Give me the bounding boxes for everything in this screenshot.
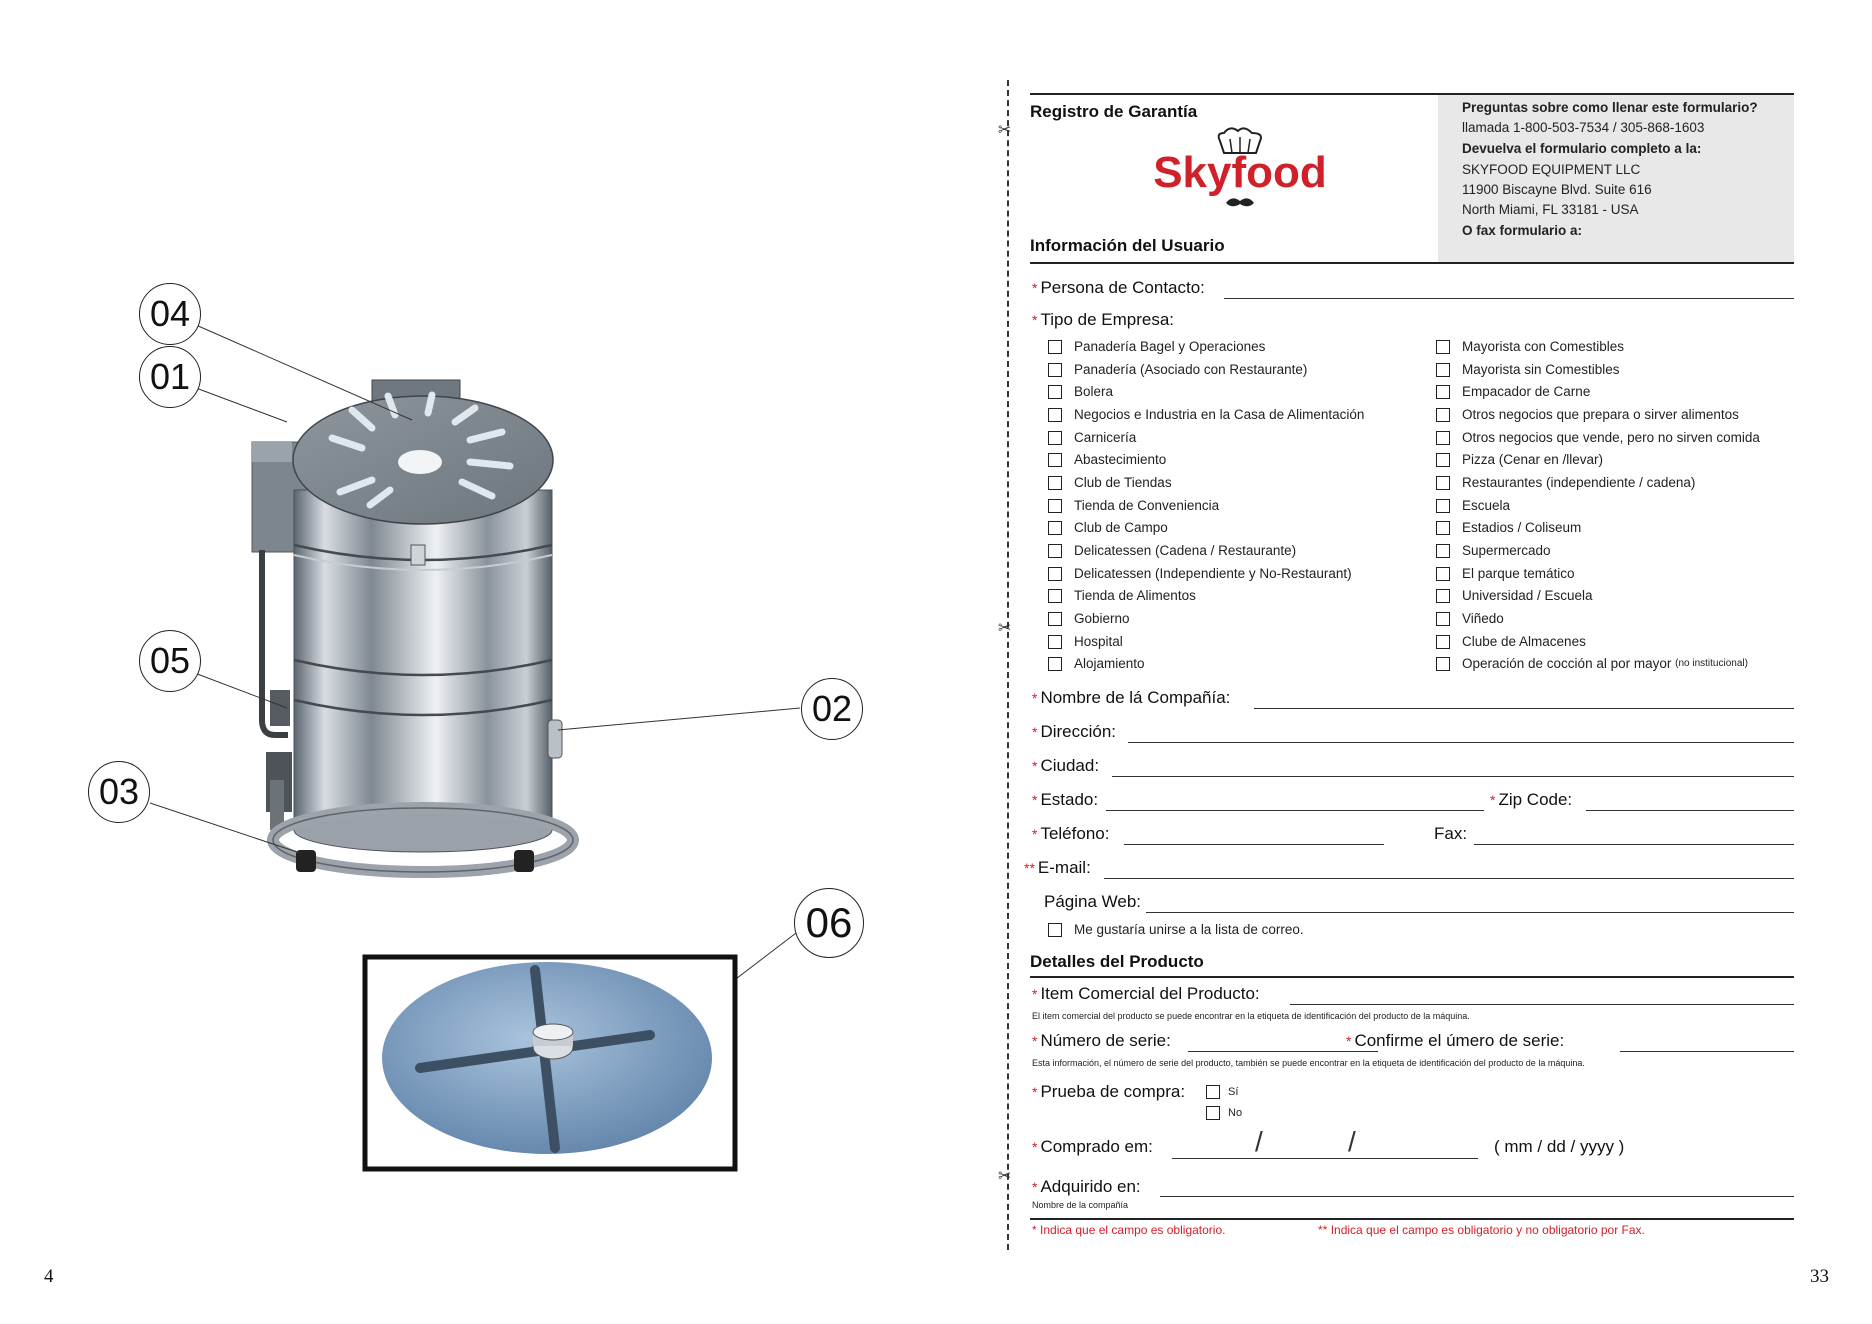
- confirm-serial-label: * Confirme el úmero de serie:: [1346, 1031, 1565, 1050]
- scissors-icon: ✂: [998, 122, 1012, 139]
- proof-yes-option[interactable]: Sí: [1206, 1085, 1238, 1099]
- checkbox[interactable]: [1048, 476, 1062, 490]
- checkbox[interactable]: [1436, 635, 1450, 649]
- checkbox[interactable]: [1436, 521, 1450, 535]
- form-title: Registro de Garantía: [1030, 102, 1198, 121]
- checkbox[interactable]: [1048, 499, 1062, 513]
- business-type-option[interactable]: Panadería Bagel y Operaciones: [1048, 339, 1265, 354]
- checkbox[interactable]: [1436, 499, 1450, 513]
- date-separator: /: [1348, 1126, 1356, 1157]
- product-diagram: [0, 0, 920, 1324]
- required-fax-note: ** Indica que el campo es obligatorio y no obligatorio por Fax.: [1318, 1223, 1645, 1237]
- business-type-option[interactable]: Tienda de Conveniencia: [1048, 498, 1219, 513]
- city-input[interactable]: [1112, 776, 1794, 777]
- serial-input[interactable]: [1188, 1051, 1378, 1052]
- purchased-at-input[interactable]: [1160, 1196, 1794, 1197]
- contact-company: SKYFOOD EQUIPMENT LLC: [1462, 162, 1641, 177]
- callout-05: 05: [139, 630, 201, 692]
- scissors-icon: ✂: [998, 620, 1012, 637]
- checkbox[interactable]: [1048, 408, 1062, 422]
- website-input[interactable]: [1146, 912, 1794, 913]
- contact-fax: O fax formulario a:: [1462, 223, 1583, 238]
- state-input[interactable]: [1106, 810, 1484, 811]
- purchase-date-input[interactable]: [1172, 1158, 1478, 1159]
- email-input[interactable]: [1104, 878, 1794, 879]
- address-label: * Dirección:: [1032, 722, 1117, 741]
- checkbox[interactable]: [1206, 1106, 1220, 1120]
- checkbox[interactable]: [1436, 385, 1450, 399]
- business-type-option[interactable]: Restaurantes (independiente / cadena): [1436, 475, 1695, 490]
- business-type-option[interactable]: Delicatessen (Cadena / Restaurante): [1048, 543, 1296, 558]
- contact-person-input[interactable]: [1224, 298, 1794, 299]
- checkbox[interactable]: [1048, 363, 1062, 377]
- drum-body: [294, 490, 552, 830]
- purchase-date-label: * Comprado em:: [1032, 1137, 1153, 1156]
- machine-illustration: [0, 0, 920, 1324]
- business-type-option[interactable]: Universidad / Escuela: [1436, 588, 1593, 603]
- callout-02: 02: [801, 678, 863, 740]
- business-type-option[interactable]: Pizza (Cenar en /llevar): [1436, 452, 1603, 467]
- business-type-option[interactable]: Tienda de Alimentos: [1048, 588, 1196, 603]
- skyfood-logo: [1140, 125, 1340, 215]
- business-type-option[interactable]: Bolera: [1048, 384, 1113, 399]
- item-note: El item comercial del producto se puede encontrar en la etiqueta de identificación del producto de la máquina.: [1032, 1011, 1470, 1021]
- checkbox[interactable]: [1048, 521, 1062, 535]
- contact-question: Preguntas sobre como llenar este formulario?: [1462, 100, 1758, 115]
- business-type-option[interactable]: Panadería (Asociado con Restaurante): [1048, 362, 1307, 377]
- checkbox[interactable]: [1048, 923, 1062, 937]
- business-type-option[interactable]: Escuela: [1436, 498, 1510, 513]
- checkbox[interactable]: [1048, 635, 1062, 649]
- rule: [1030, 262, 1794, 264]
- scissors-icon: ✂: [998, 1168, 1012, 1185]
- checkbox[interactable]: [1436, 589, 1450, 603]
- business-type-option[interactable]: Alojamiento: [1048, 656, 1145, 671]
- zip-input[interactable]: [1586, 810, 1794, 811]
- page-number-right: 33: [1810, 1266, 1829, 1287]
- company-name-label: * Nombre de lá Compañía:: [1032, 688, 1231, 707]
- company-name-input[interactable]: [1254, 708, 1794, 709]
- checkbox[interactable]: [1048, 340, 1062, 354]
- checkbox[interactable]: [1048, 385, 1062, 399]
- business-type-option[interactable]: Otros negocios que vende, pero no sirven comida: [1436, 430, 1760, 445]
- cut-line: [1007, 80, 1009, 1250]
- business-type-option[interactable]: Carnicería: [1048, 430, 1136, 445]
- chef-hat-icon: [1140, 125, 1340, 215]
- checkbox[interactable]: [1436, 431, 1450, 445]
- business-type-label: * Tipo de Empresa:: [1032, 310, 1174, 329]
- rule: [1030, 1218, 1794, 1220]
- business-type-option[interactable]: Mayorista con Comestibles: [1436, 339, 1624, 354]
- fax-input[interactable]: [1474, 844, 1794, 845]
- rule: [1030, 976, 1794, 978]
- business-type-option[interactable]: Empacador de Carne: [1436, 384, 1590, 399]
- email-label: ** E-mail:: [1024, 858, 1091, 877]
- item-input[interactable]: [1290, 1004, 1794, 1005]
- required-note: * Indica que el campo es obligatorio.: [1032, 1223, 1226, 1237]
- confirm-serial-input[interactable]: [1620, 1051, 1794, 1052]
- checkbox[interactable]: [1436, 657, 1450, 671]
- callout-06: 06: [794, 888, 864, 958]
- checkbox[interactable]: [1048, 567, 1062, 581]
- contact-address-1: 11900 Biscayne Blvd. Suite 616: [1462, 182, 1652, 197]
- city-label: * Ciudad:: [1032, 756, 1100, 775]
- checkbox[interactable]: [1436, 567, 1450, 581]
- checkbox[interactable]: [1048, 453, 1062, 467]
- checkbox[interactable]: [1048, 431, 1062, 445]
- checkbox[interactable]: [1436, 612, 1450, 626]
- checkbox[interactable]: [1206, 1085, 1220, 1099]
- page-number-left: 4: [44, 1266, 54, 1287]
- contact-phone: llamada 1-800-503-7534 / 305-868-1603: [1462, 120, 1705, 135]
- phone-label: * Teléfono:: [1032, 824, 1110, 843]
- svg-text:Skyfood: Skyfood: [1153, 148, 1327, 197]
- zip-label: * Zip Code:: [1490, 790, 1573, 809]
- product-details-title: Detalles del Producto: [1030, 952, 1204, 971]
- phone-input[interactable]: [1124, 844, 1384, 845]
- callout-01: 01: [139, 346, 201, 408]
- checkbox[interactable]: [1048, 544, 1062, 558]
- contact-return: Devuelva el formulario completo a la:: [1462, 141, 1702, 156]
- business-type-option[interactable]: Abastecimiento: [1048, 452, 1166, 467]
- serial-label: * Número de serie:: [1032, 1031, 1171, 1050]
- checkbox[interactable]: [1048, 612, 1062, 626]
- business-type-option[interactable]: Negocios e Industria en la Casa de Alimentación: [1048, 407, 1364, 422]
- item-label: * Item Comercial del Producto:: [1032, 984, 1260, 1003]
- business-type-option[interactable]: Otros negocios que prepara o sirver alimentos: [1436, 407, 1739, 422]
- fax-label: Fax:: [1434, 824, 1468, 843]
- purchased-at-label: * Adquirido en:: [1032, 1177, 1141, 1196]
- mustache-icon: [1226, 198, 1254, 206]
- company-name-hint: Nombre de la compañía: [1032, 1200, 1129, 1210]
- state-label: * Estado:: [1032, 790, 1099, 809]
- checkbox[interactable]: [1436, 340, 1450, 354]
- callout-04: 04: [139, 283, 201, 345]
- serial-note: Esta información, el número de serie del producto, también se puede encontrar en la etiqueta de identificación del producto de la máquina.: [1032, 1058, 1585, 1068]
- business-type-option[interactable]: Delicatessen (Independiente y No-Restaurant): [1048, 566, 1352, 581]
- checkbox[interactable]: [1436, 363, 1450, 377]
- business-type-option[interactable]: Mayorista sin Comestibles: [1436, 362, 1620, 377]
- business-type-option[interactable]: El parque temático: [1436, 566, 1575, 581]
- checkbox[interactable]: [1436, 544, 1450, 558]
- business-type-option[interactable]: Hospital: [1048, 634, 1123, 649]
- mailing-list-option[interactable]: Me gustaría unirse a la lista de correo.: [1048, 922, 1304, 937]
- contact-person-label: * Persona de Contacto:: [1032, 278, 1205, 297]
- business-type-option[interactable]: Viñedo: [1436, 611, 1504, 626]
- contact-address-2: North Miami, FL 33181 - USA: [1462, 202, 1639, 217]
- user-info-title: Información del Usuario: [1030, 236, 1225, 255]
- business-type-option[interactable]: Club de Campo: [1048, 520, 1168, 535]
- business-type-option[interactable]: Clube de Almacenes: [1436, 634, 1586, 649]
- checkbox[interactable]: [1436, 408, 1450, 422]
- proof-no-option[interactable]: No: [1206, 1106, 1242, 1120]
- website-label: Página Web:: [1044, 892, 1142, 911]
- date-separator: /: [1255, 1126, 1263, 1157]
- date-format-hint: ( mm / dd / yyyy ): [1494, 1137, 1625, 1156]
- checkbox[interactable]: [1436, 453, 1450, 467]
- business-type-option[interactable]: Gobierno: [1048, 611, 1130, 626]
- checkbox[interactable]: [1436, 476, 1450, 490]
- callout-03: 03: [88, 761, 150, 823]
- business-type-option[interactable]: Operación de cocción al por mayor (no institucional): [1436, 656, 1748, 671]
- business-type-option[interactable]: Estadios / Coliseum: [1436, 520, 1581, 535]
- business-type-option[interactable]: Club de Tiendas: [1048, 475, 1172, 490]
- address-input[interactable]: [1128, 742, 1794, 743]
- checkbox[interactable]: [1048, 589, 1062, 603]
- proof-label: * Prueba de compra:: [1032, 1082, 1186, 1101]
- checkbox[interactable]: [1048, 657, 1062, 671]
- business-type-option[interactable]: Supermercado: [1436, 543, 1551, 558]
